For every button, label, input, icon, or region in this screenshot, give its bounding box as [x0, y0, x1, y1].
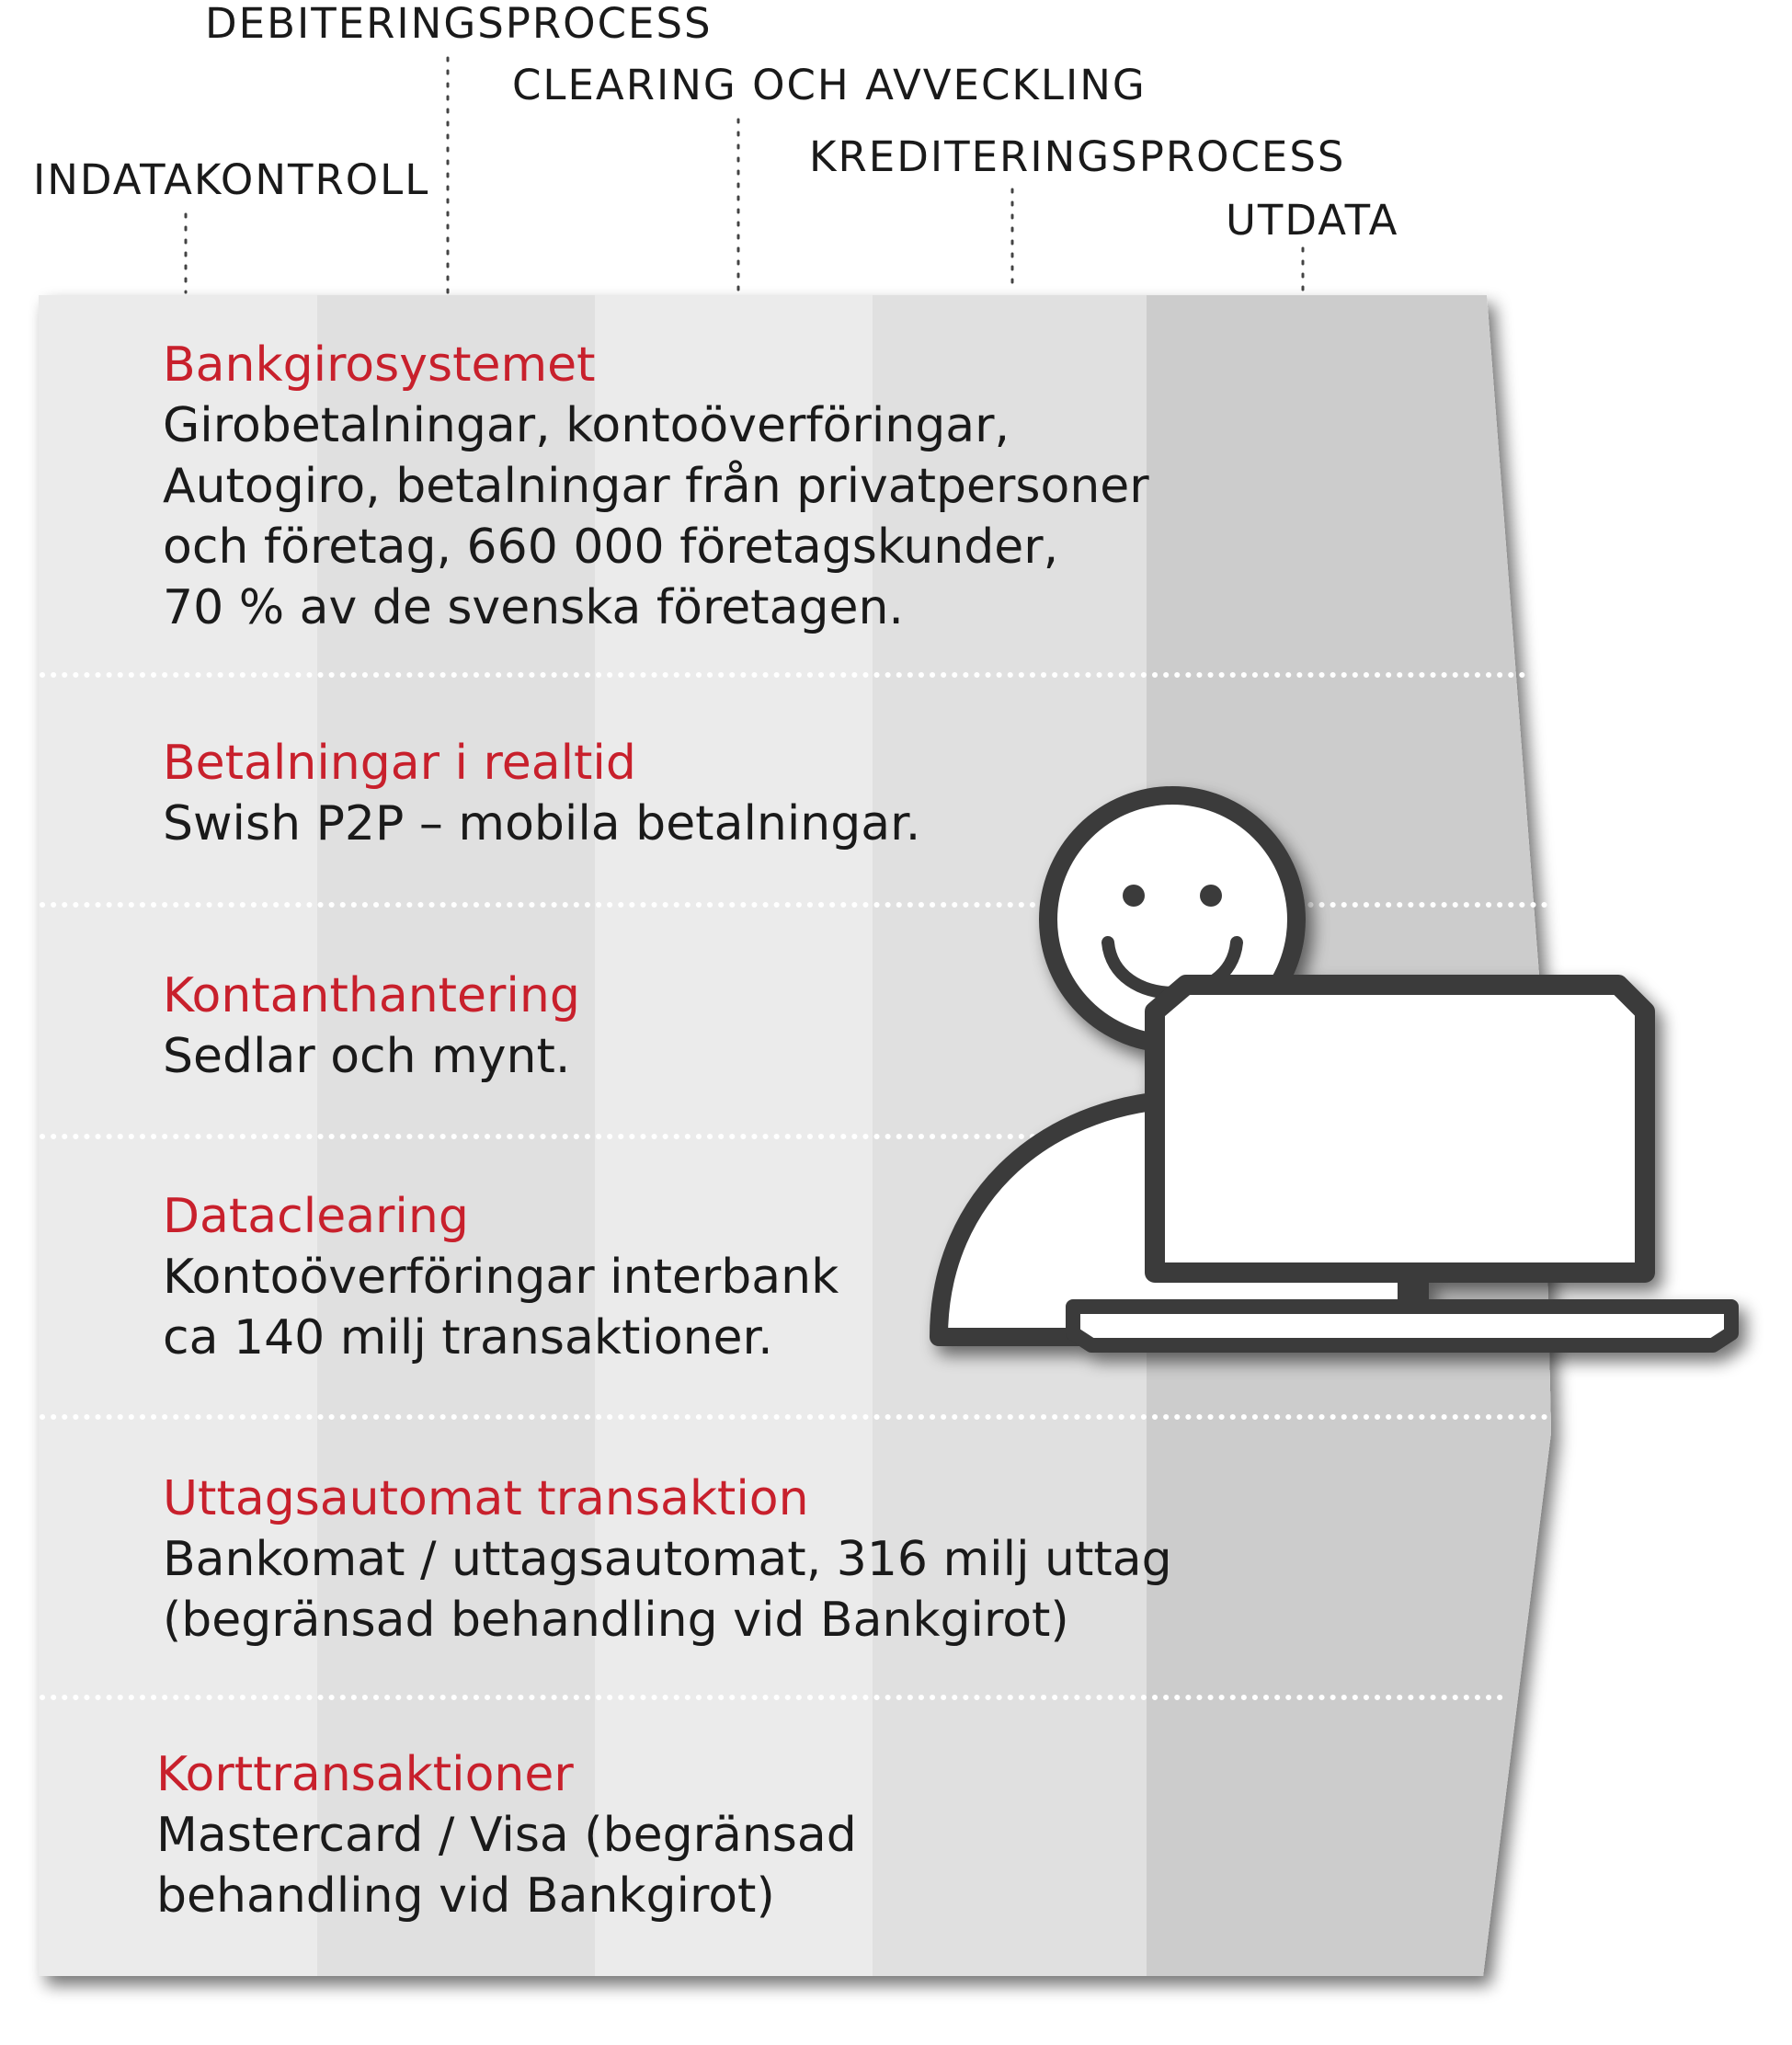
row-description-kontanthantering: [163, 1026, 570, 1087]
description-line: Mastercard / Visa (begränsad: [156, 1808, 857, 1863]
row-description-korttransaktioner: [156, 1805, 857, 1926]
row-description-bankgirosystemet: [163, 395, 1149, 638]
row-title-dataclearing: Dataclearing: [163, 1189, 469, 1244]
stage-label-krediteringsprocess: KREDITERINGSPROCESS: [809, 132, 1346, 181]
stage-label-clearing: CLEARING OCH AVVECKLING: [512, 61, 1147, 109]
description-line: ca 140 milj transaktioner.: [163, 1310, 773, 1365]
description-line: Swish P2P – mobila betalningar.: [163, 796, 921, 851]
row-title-kontanthantering: Kontanthantering: [163, 968, 580, 1023]
description-line: (begränsad behandling vid Bankgirot): [163, 1593, 1069, 1648]
right-eye-icon: [1200, 885, 1222, 907]
row-title-bankgirosystemet: Bankgirosystemet: [163, 337, 596, 393]
laptop-screen: [1155, 985, 1645, 1273]
stage-label-debiteringsprocess: DEBITERINGSPROCESS: [205, 0, 713, 48]
description-line: Bankomat / uttagsautomat, 316 milj uttag: [163, 1532, 1172, 1587]
row-title-korttransaktioner: Korttransaktioner: [156, 1747, 574, 1802]
row-title-betalningar-i-realtid: Betalningar i realtid: [163, 736, 636, 791]
row-title-uttagsautomat-transaktion: Uttagsautomat transaktion: [163, 1471, 809, 1526]
stage-label-utdata: UTDATA: [1226, 196, 1399, 245]
stage-label-indatakontroll: INDATAKONTROLL: [33, 155, 430, 204]
laptop-base: [1073, 1307, 1731, 1345]
row-description-dataclearing: [163, 1247, 839, 1368]
description-line: 70 % av de svenska företagen.: [163, 580, 904, 635]
row-description-uttagsautomat-transaktion: [163, 1529, 1172, 1651]
description-line: och företag, 660 000 företagskunder,: [163, 520, 1059, 575]
description-line: Girobetalningar, kontoöverföringar,: [163, 398, 1010, 453]
description-line: Kontoöverföringar interbank: [163, 1250, 839, 1305]
description-line: behandling vid Bankgirot): [156, 1868, 775, 1924]
description-line: Autogiro, betalningar från privatpersoner: [163, 459, 1149, 514]
description-line: Sedlar och mynt.: [163, 1029, 571, 1084]
row-description-betalningar-i-realtid: [163, 794, 920, 854]
left-eye-icon: [1123, 885, 1145, 907]
